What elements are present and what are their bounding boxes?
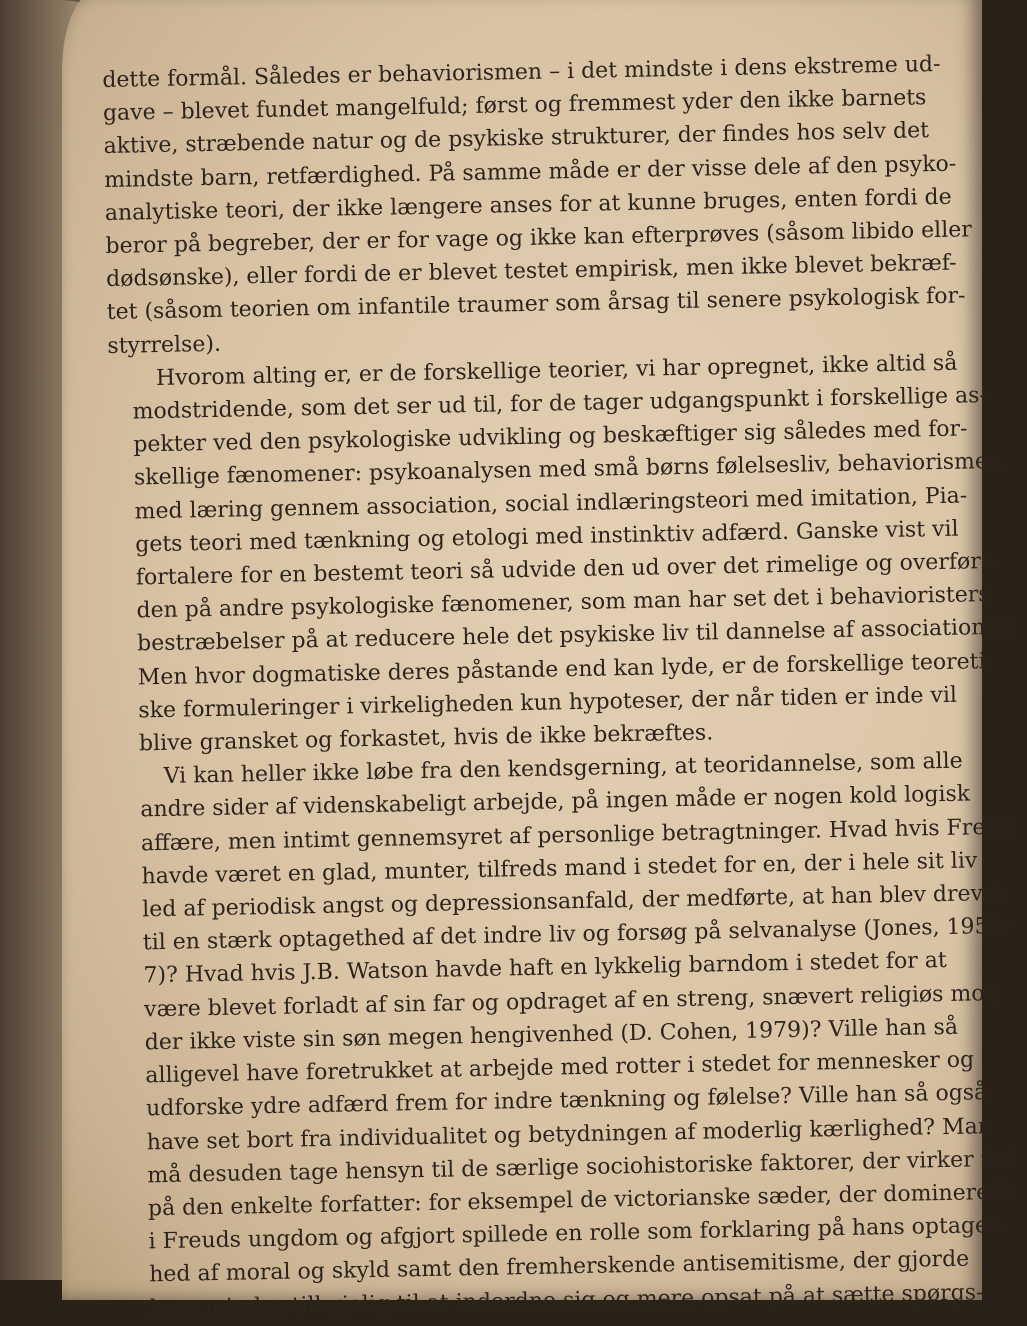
paragraph (115, 746, 1017, 1326)
text-line: tet (såsom teorien om infantile traumer som årsag til senere psykologisk for- (106, 283, 966, 326)
text-line: Men hvor dogmatiske deres påstande end kan lyde, er de forskellige teoreti- (137, 648, 994, 691)
body-text (102, 49, 1017, 1326)
text-line: dette formål. Således er behaviorismen – i det mindste i dens ekstreme ud- (102, 51, 941, 93)
text-line: modstridende, som det ser ud til, for de tager udgangspunkt i forskellige as- (132, 383, 988, 425)
text-line: gets teori med tænkning og etologi med instinktiv adfærd. Ganske vist vil (134, 516, 959, 558)
paragraph (102, 49, 973, 363)
text-line: gave – blevet fundet mangelfuld; først og fremmest yder den ikke barnets (102, 85, 927, 127)
text-line: skellige fænomener: psykoanalysen med små børns følelsesliv, behaviorismen (133, 449, 1003, 491)
text-line: pekter ved den psykologiske udvikling og beskæftiger sig således med for- (133, 416, 968, 458)
text-line: ham mindre tilbøjelig til at indordne sig og mere opsat på at sætte spørgs- (149, 1279, 984, 1321)
text-line: på den enkelte forfatter: for eksempel de victorianske sæder, der dominerede (147, 1179, 1017, 1222)
text-line: der ikke viste sin søn megen hengivenhed (D. Cohen, 1979)? Ville han så (144, 1014, 959, 1056)
text-line: beror på begreber, der er for vage og ikke kan efterprøves (såsom libido eller (105, 217, 973, 259)
text-line: ske formuleringer i virkeligheden kun hypoteser, der når tiden er inde vil (138, 682, 958, 724)
text-line: led af periodisk angst og depressionsanfald, der medførte, at han blev drevet (142, 880, 1006, 923)
text-line: den på andre psykologiske fænomener, som man har set det i behavioristers (136, 582, 990, 624)
text-line: styrrelse). (107, 331, 222, 359)
text-line: 7)? Hvad hvis J.B. Watson havde haft en lykkelig barndom i stedet for at (143, 948, 947, 989)
text-line: med læring gennem association, social indlæringsteori med imitation, Pia- (134, 483, 968, 525)
text-line: Hvorom alting er, er de forskellige teorier, vi har opregnet, ikke altid så (155, 350, 958, 391)
text-line: blive gransket og forkastet, hvis de ikke bekræftes. (138, 720, 714, 757)
text-line: være blevet forladt af sin far og opdraget af en streng, snævert religiøs mor, (143, 980, 1000, 1023)
text-line: Vi kan heller ikke løbe fra den kendsgerning, at teoridannelse, som alle (163, 748, 963, 790)
text-line: mindste barn, retfærdighed. På samme måde er der visse dele af den psyko- (103, 151, 957, 193)
text-line: andre sider af videnskabeligt arbejde, på ingen måde er nogen kold logisk (140, 781, 971, 823)
text-line: fortalere for en bestemt teori så udvide den ud over det rimelige og overføre (135, 549, 995, 591)
text-line: til en stærk optagethed af det indre liv og forsøg på selvanalyse (Jones, 1953– (142, 913, 1014, 956)
text-line: havde været en glad, munter, tilfreds mand i stedet for en, der i hele sit liv (141, 848, 978, 890)
text-line: i Freuds ungdom og afgjort spillede en rolle som forklaring på hans optaget- (148, 1213, 1005, 1255)
text-line: må desuden tage hensyn til de særlige sociohistoriske faktorer, der virker ind (147, 1146, 1017, 1189)
text-line: udforske ydre adfærd frem for indre tænkning og følelse? Ville han så også (145, 1080, 988, 1122)
text-line: dødsønske), eller fordi de er blevet testet empirisk, men ikke blevet bekræf- (105, 250, 957, 293)
text-line: bestræbelser på at reducere hele det psykiske liv til dannelse af associationer. (136, 615, 1014, 657)
paragraph (108, 347, 1014, 761)
text-line: have set bort fra individualitet og betydningen af moderlig kærlighed? Man (146, 1113, 993, 1155)
text-line: analytiske teori, der ikke længere anses for at kunne bruges, enten fordi de (104, 184, 952, 226)
text-line: aktive, stræbende natur og de psykiske strukturer, der findes hos selv det (103, 118, 930, 160)
text-line: hed af moral og skyld samt den fremherskende antisemitisme, der gjorde (149, 1246, 970, 1288)
text-line: alligevel have foretrukket at arbejde med rotter i stedet for mennesker og (145, 1047, 975, 1089)
text-line: affære, men intimt gennemsyret af personlige betragtninger. Hvad hvis Freud (140, 814, 1014, 857)
